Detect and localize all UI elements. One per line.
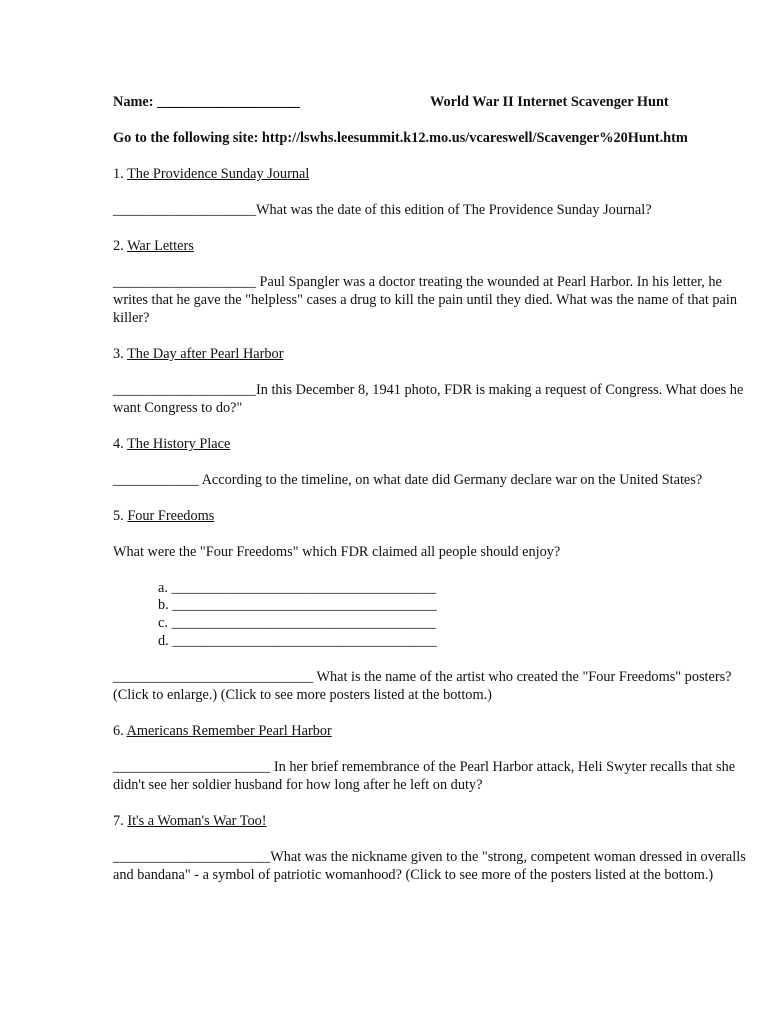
answer-blank: ______________________ <box>113 759 271 775</box>
list-letter: c. <box>158 615 168 631</box>
name-blank: ____________________ <box>157 94 301 110</box>
item-5-heading <box>113 507 214 525</box>
item-2-heading <box>113 237 194 255</box>
answer-blank: _____________________________________ <box>171 580 436 596</box>
item-6-number: 6. <box>113 723 124 739</box>
item-2-question <box>113 273 749 327</box>
item-5-prompt: What were the "Four Freedoms" which FDR claimed all people should enjoy? <box>113 544 561 560</box>
list-letter: d. <box>158 633 169 649</box>
answer-blank: _____________________________________ <box>172 597 437 613</box>
item-4-question <box>113 471 702 489</box>
answer-blank: _____________________________________ <box>172 633 437 649</box>
question-text: In her brief remembrance of the Pearl Harbor attack, Heli Swyter recalls that she didn't see her soldier husband for how long after he left on duty? <box>113 759 736 793</box>
answer-blank: _____________________________________ <box>171 615 436 631</box>
item-7-link[interactable]: It's a Woman's War Too! <box>127 813 267 829</box>
item-2-number: 2. <box>113 238 124 254</box>
answer-blank: ____________ <box>113 472 199 488</box>
list-letter: a. <box>158 580 168 596</box>
item-6-heading <box>113 722 332 740</box>
item-5-link[interactable]: Four Freedoms <box>127 508 215 524</box>
list-item <box>158 579 436 597</box>
item-3-link[interactable]: The Day after Pearl Harbor <box>127 346 284 362</box>
answer-blank: ____________________ <box>113 274 256 290</box>
question-text: According to the timeline, on what date did Germany declare war on the United States? <box>198 472 703 488</box>
question-text: In this December 8, 1941 photo, FDR is making a request of Congress. What does he want Congress to do?" <box>113 382 744 416</box>
question-text: What was the nickname given to the "strong, competent woman dressed in overalls and bandana" - a symbol of patriotic womanhood? (Click to see more of the posters listed at the bottom.) <box>113 849 746 883</box>
item-6-link[interactable]: Americans Remember Pearl Harbor <box>126 723 332 739</box>
site-url[interactable]: http://lswhs.leesummit.k12.mo.us/vcareswell/Scavenger%20Hunt.htm <box>261 130 688 146</box>
question-text: What is the name of the artist who created the "Four Freedoms" posters? (Click to enlarge.) (Click to see more posters listed at the bottom.) <box>113 669 732 703</box>
item-5-number: 5. <box>113 508 124 524</box>
item-4-number: 4. <box>113 436 124 452</box>
question-text: Paul Spangler was a doctor treating the wounded at Pearl Harbor. In his letter, he writes that he gave the "helpless" cases a drug to kill the pain until they died. What was the name of that pain killer? <box>113 274 738 326</box>
item-5-question <box>113 668 749 704</box>
item-4-heading <box>113 435 230 453</box>
list-item <box>158 596 437 614</box>
list-item <box>158 614 436 632</box>
list-letter: b. <box>158 597 169 613</box>
item-4-link[interactable]: The History Place <box>127 436 231 452</box>
site-prefix: Go to the following site: <box>113 130 259 146</box>
answer-blank: ____________________ <box>113 202 256 218</box>
item-6-question <box>113 758 749 794</box>
item-1-question <box>113 201 652 219</box>
item-1-heading <box>113 165 309 183</box>
answer-blank: ____________________ <box>113 382 256 398</box>
question-text: What was the date of this edition of The Providence Sunday Journal? <box>255 202 652 218</box>
item-3-heading <box>113 345 283 363</box>
item-7-number: 7. <box>113 813 124 829</box>
name-label: Name: <box>113 94 154 110</box>
name-field <box>113 93 300 111</box>
answer-blank: ______________________ <box>113 849 271 865</box>
item-3-number: 3. <box>113 346 124 362</box>
item-1-link[interactable]: The Providence Sunday Journal <box>127 166 310 182</box>
item-1-number: 1. <box>113 166 124 182</box>
item-7-heading <box>113 812 267 830</box>
page-title: World War II Internet Scavenger Hunt <box>430 94 669 110</box>
list-item <box>158 632 437 650</box>
item-7-question <box>113 848 749 884</box>
answer-blank: ____________________________ <box>113 669 314 685</box>
item-2-link[interactable]: War Letters <box>127 238 194 254</box>
site-instruction <box>113 129 688 147</box>
item-3-question <box>113 381 749 417</box>
